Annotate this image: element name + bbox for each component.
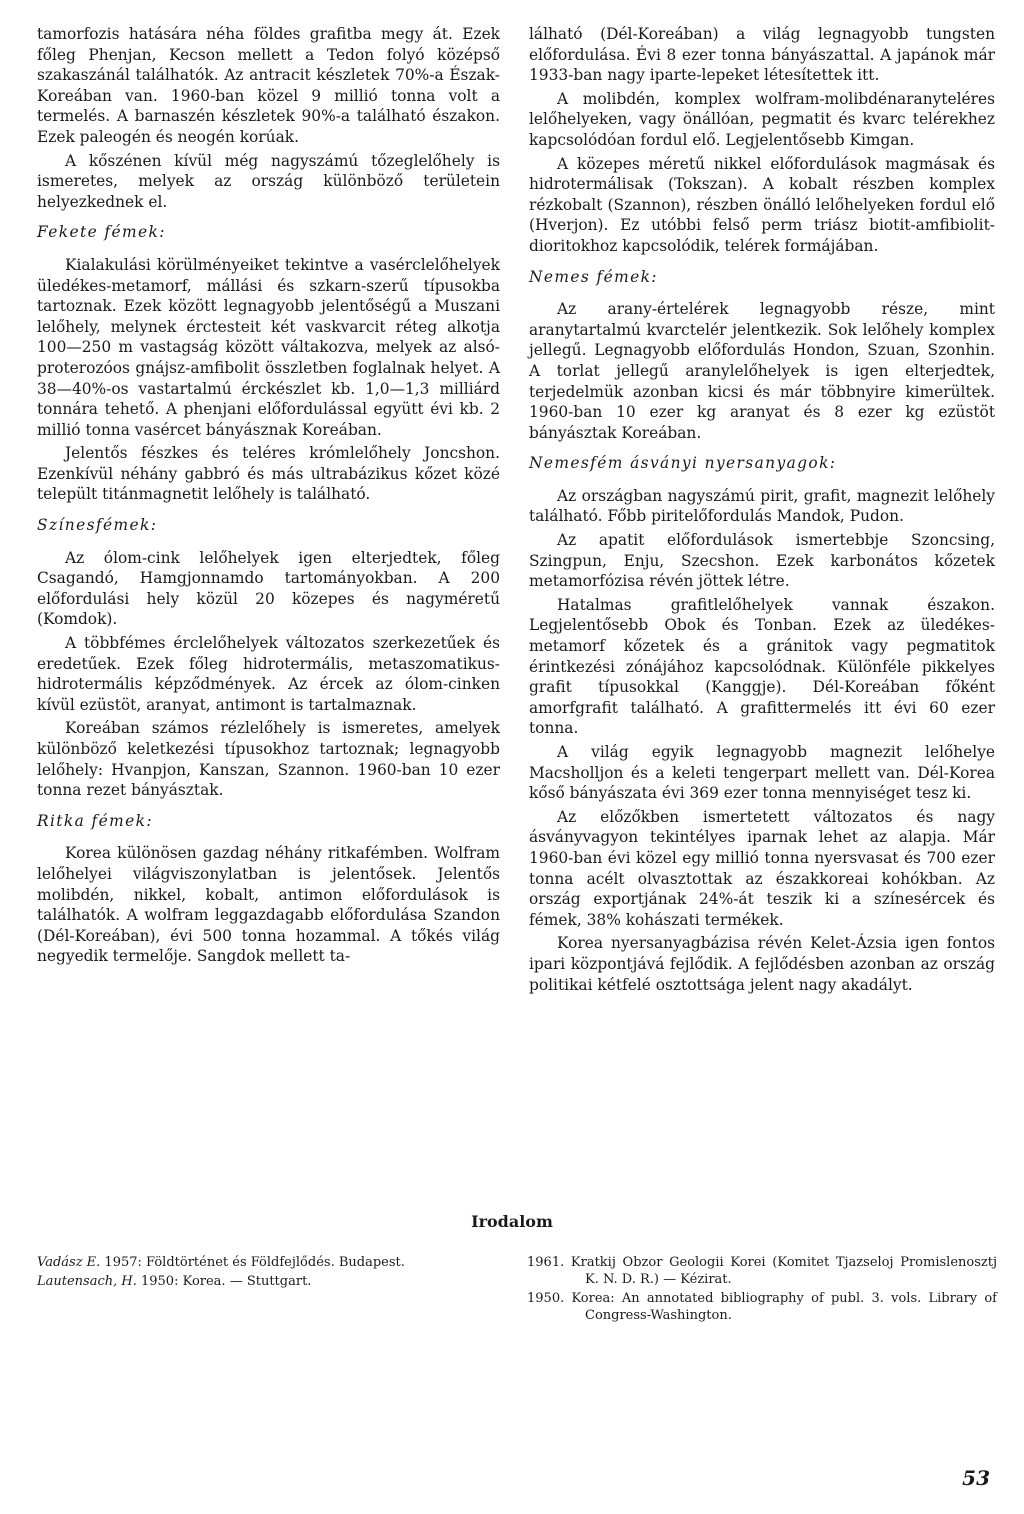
- reference-author: Vadász E.: [37, 1255, 101, 1270]
- paragraph: A világ egyik legnagyobb magnezit lelőhelye Macsholljon és a keleti tengerpart mellett van. Dél-Korea kőső bányászata évi 369 ezer tonna mennyiséget tesz ki.: [529, 743, 995, 803]
- reference-entry: [527, 1290, 997, 1324]
- page-number: 53: [962, 1466, 990, 1490]
- reference-text: 1950: Korea. — Stuttgart.: [136, 1274, 312, 1289]
- paragraph: Hatalmas grafitlelőhelyek vannak északon. Legjelentősebb Obok és Tonban. Ezek az üledékes-metamorf kőzetek és a gránitok vagy pegmatitok érintkezési zónájához kapcsolódnak. Különféle pikkelyes grafit típusokkal (Kanggje). Dél-Koreában főként amorfgrafit található. A grafittermelés itt évi 60 ezer tonna.: [529, 595, 995, 738]
- paragraph: Az előzőkben ismertetett változatos és nagy ásványvagyon tekintélyes iparnak lehet az alapja. Már 1960-ban évi közel egy millió tonna nyersvasat és 700 ezer tonna acélt olvasztottak az északkoreai kohókban. Az ország exportjának 24%-át teszik ki a színesércek és fémek, 38% kohászati termékek.: [529, 807, 995, 929]
- paragraph: Az ólom-cink lelőhelyek igen elterjedtek, főleg Csagandó, Hamgjonnamdo tartományokban. A 200 előfordulási hely közül 20 közepes és nagyméretű (Komdok).: [37, 548, 500, 629]
- left-text-column: [37, 24, 500, 970]
- references-right-column: [527, 1254, 997, 1326]
- reference-entry: [37, 1273, 497, 1290]
- section-heading: Ritka fémek:: [37, 811, 153, 830]
- paragraph: Kialakulási körülményeiket tekintve a vasérclelőhelyek üledékes-metamorf, mállási és szkarn-szerű típusokba tartoznak. Ezek között legnagyobb jelentőségű a Muszani lelőhely, melynek érctesteit két vaskvarcit réteg alkotja 100—250 m vastagság között váltakozva, melyek az alsó-proterozóos gnájsz-amfibolit összletben foglalnak helyet. A 38—40%-os vastartalmú érckészlet kb. 1,0—1,3 milliárd tonnára tehető. A phenjani előfordulással együtt évi kb. 2 millió tonna vasércet bányásznak Koreában.: [37, 255, 500, 439]
- section-heading: Nemesfém ásványi nyersanyagok:: [529, 454, 837, 473]
- reference-text: 1957: Földtörténet és Földfejlődés. Budapest.: [100, 1255, 405, 1270]
- paragraph: Korea nyersanyagbázisa révén Kelet-Ázsia igen fontos ipari központjává fejlődik. A fejlődésben azonban az ország politikai kétfelé osztottsága jelent nagy akadályt.: [529, 934, 995, 994]
- paragraph: Korea különösen gazdag néhány ritkafémben. Wolfram lelőhelyei világviszonylatban is jelentősek. Jelentős molibdén, nikkel, kobalt, antimon előfordulások is találhatók. A wolfram leggazdagabb előfordulása Szandon (Dél-Koreában), évi 500 tonna hozammal. A tőkés világ negyedik termelője. Sangdok mellett ta-: [37, 844, 500, 966]
- section-heading: Nemes fémek:: [529, 267, 658, 286]
- paragraph: A kőszénen kívül még nagyszámú tőzeglelőhely is ismeretes, melyek az ország különböző területein helyezkednek el.: [37, 151, 500, 211]
- paragraph: A többfémes érclelőhelyek változatos szerkezetűek és eredetűek. Ezek főleg hidrotermális, metaszomatikus-hidrotermális képződmények. Az ércek az ólom-cinken kívül ezüstöt, aranyat, antimont is tartalmaznak.: [37, 634, 500, 714]
- paragraph: tamorfozis hatására néha földes grafitba megy át. Ezek főleg Phenjan, Kecson mellett a Tedon folyó középső szakaszánál találhatók. Az antracit készletek 70%-a Észak-Koreában van. 1960-ban közel 9 millió tonna volt a termelés. A barnaszén készletek 90%-a található északon. Ezek paleogén és neogén korúak.: [37, 25, 500, 146]
- right-text-column: [529, 24, 995, 998]
- section-heading: Fekete fémek:: [37, 223, 166, 242]
- references-left-column: [37, 1254, 497, 1292]
- paragraph: Az országban nagyszámú pirit, grafit, magnezit lelőhely található. Főbb piritelőfordulás Mandok, Pudon.: [529, 486, 995, 526]
- reference-text: 1950. Korea: An annotated bibliography of publ. 3. vols. Library of Congress-Washington.: [527, 1291, 997, 1323]
- paragraph: Jelentős fészkes és teléres krómlelőhely Joncshon. Ezenkívül néhány gabbró és más ultrabázikus kőzet közé települt titánmagnetit lelőhely is található.: [37, 444, 500, 504]
- paragraph: A molibdén, komplex wolfram-molibdénaranyteléres lelőhelyeken, vagy önállóan, pegmatit és kvarc telérekhez kapcsolódóan fordul elő. Legjelentősebb Kimgan.: [529, 89, 995, 149]
- paragraph: A közepes méretű nikkel előfordulások magmásak és hidrotermálisak (Tokszan). A kobalt részben komplex rézkobalt (Szannon), részben önálló lelőhelyeken fordul elő (Hverjon). Ez utóbbi felső perm triász biotit-amfibiolit-dioritokhoz kapcsolódik, telérek formájában.: [529, 154, 995, 255]
- paragraph: lálható (Dél-Koreában) a világ legnagyobb tungsten előfordulása. Évi 8 ezer tonna bányászattal. A japánok már 1933-ban nagy iparte-lepeket létesítettek itt.: [529, 25, 995, 85]
- paragraph: Koreában számos rézlelőhely is ismeretes, amelyek különböző keletkezési típusokhoz tartoznak; legnagyobb lelőhely: Hvanpjon, Kanszan, Szannon. 1960-ban 10 ezer tonna rezet bányásztak.: [37, 719, 500, 800]
- reference-entry: [527, 1254, 997, 1288]
- reference-author: Lautensach, H.: [37, 1274, 137, 1289]
- section-heading: Színesfémek:: [37, 516, 158, 535]
- paragraph: Az arany-értelérek legnagyobb része, mint aranytartalmú kvarctelér jelentkezik. Sok lelőhely komplex jellegű. Legnagyobb előfordulás Hondon, Szuan, Szonhin. A torlat jellegű aranylelőhelyek is igen elterjedtek, terjedelmük azonban kicsi és már többnyire kimerültek. 1960-ban 10 ezer kg aranyat és 8 ezer kg ezüstöt bányásztak Koreában.: [529, 300, 995, 442]
- reference-entry: [37, 1254, 497, 1271]
- paragraph: Az apatit előfordulások ismertebbje Szoncsing, Szingpun, Enju, Szecshon. Ezek karbonátos kőzetek metamorfózisa révén jöttek létre.: [529, 531, 995, 591]
- references-title: Irodalom: [471, 1212, 553, 1231]
- reference-text: 1961. Kratkij Obzor Geologii Korei (Komitet Tjazseloj Promislenosztj K. N. D. R.) — Kézirat.: [527, 1255, 997, 1287]
